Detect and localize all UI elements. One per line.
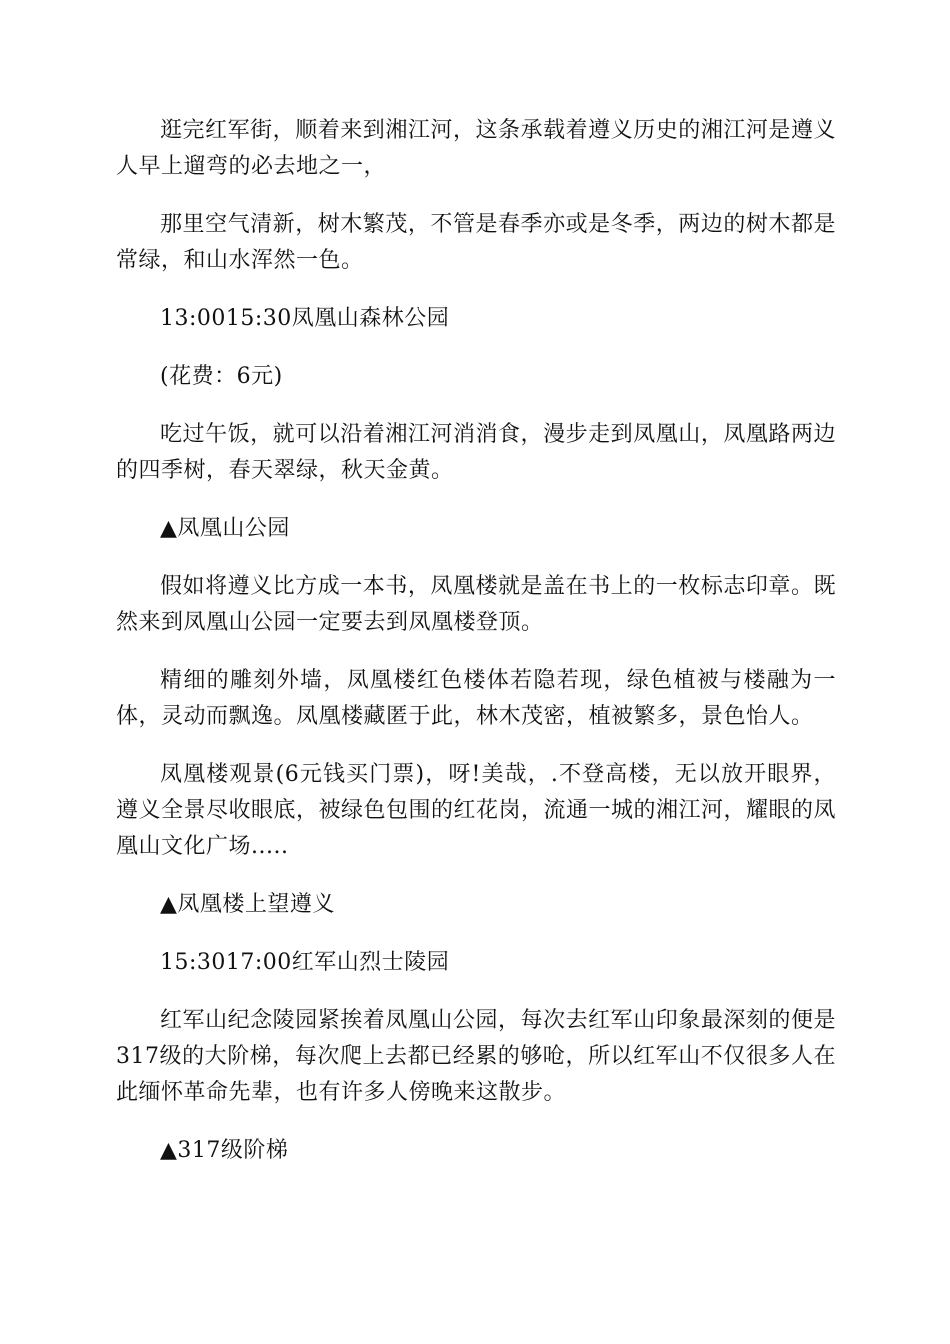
paragraph-xiangjiang-river: 逛完红军街，顺着来到湘江河，这条承载着遵义历史的湘江河是遵义人早上遛弯的必去地之一， [116,118,836,179]
document-body [116,113,836,1191]
paragraph-after-lunch: 吃过午饭，就可以沿着湘江河消消食，漫步走到凤凰山，凤凰路两边的四季树，春天翠绿，秋天金黄。 [116,422,836,483]
paragraph-book-metaphor: 假如将遵义比方成一本书，凤凰楼就是盖在书上的一枚标志印章。既然来到凤凰山公园一定要去到凤凰楼登顶。 [116,574,836,635]
caption-fenghuang-park: ▲凤凰山公园 [160,516,290,541]
paragraph-tower-view: 凤凰楼观景(6元钱买门票)，呀!美哉，.不登高楼，无以放开眼界，遵义全景尽收眼底，被绿色包围的红花岗，流通一城的湘江河，耀眼的凤凰山文化广场..... [116,762,837,859]
paragraph-fresh-air: 那里空气清新，树木繁茂，不管是春季亦或是冬季，两边的树木都是常绿，和山水浑然一色。 [116,212,836,273]
schedule-hongjun-cemetery: 15:3017:00红军山烈士陵园 [160,950,450,975]
schedule-fenghuang-park: 13:0015:30凤凰山森林公园 [160,306,450,331]
paragraph-hongjun-mountain: 红军山纪念陵园紧挨着凤凰山公园，每次去红军山印象最深刻的便是317级的大阶梯，每次爬上去都已经累的够呛，所以红军山不仅很多人在此缅怀革命先辈，也有许多人傍晚来这散步。 [116,1008,836,1105]
paragraph-carved-walls: 精细的雕刻外墙，凤凰楼红色楼体若隐若现，绿色植被与楼融为一体，灵动而飘逸。凤凰楼藏匿于此，林木茂密，植被繁多，景色怡人。 [116,668,836,729]
cost-note: (花费：6元) [160,364,283,389]
caption-tower-view: ▲凤凰楼上望遵义 [160,892,335,917]
caption-317-steps: ▲317级阶梯 [160,1138,289,1163]
